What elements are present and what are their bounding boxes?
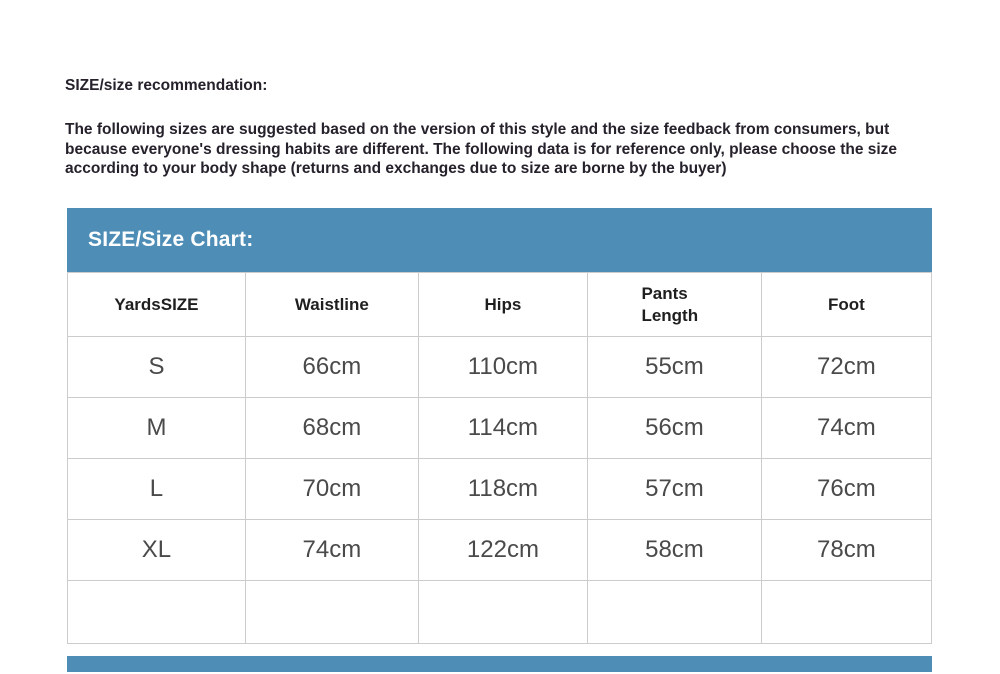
column-header-foot [761, 273, 931, 337]
table-row-m [68, 398, 932, 459]
size-chart-title-bar [67, 208, 932, 272]
header-row [68, 273, 932, 337]
empty-table-row [68, 581, 932, 644]
column-header-pants-length [588, 273, 762, 337]
size-label-cell: M [68, 398, 246, 459]
waistline-cell: 74cm [245, 520, 418, 581]
bottom-accent-bar [67, 656, 932, 672]
empty-cell [68, 581, 246, 644]
hips-cell: 114cm [418, 398, 587, 459]
column-header-pants-length-label: Pants Length [641, 284, 699, 325]
pants-length-cell: 58cm [588, 520, 762, 581]
column-header-waistline-label: Waistline [294, 294, 369, 314]
size-recommendation-paragraph: The following sizes are suggested based on the version of this style and the size feedback from consumers, but because everyone's dressing habits are different. The following data is for reference only, please choose the size according to your body shape (returns and exchanges due to size are borne by the buyer) [65, 121, 898, 177]
waistline-cell: 66cm [245, 337, 418, 398]
column-header-waistline [245, 273, 418, 337]
column-header-hips [418, 273, 587, 337]
size-recommendation-heading: SIZE/size recommendation: [65, 77, 268, 94]
size-label-cell: L [68, 459, 246, 520]
pants-length-cell: 57cm [588, 459, 762, 520]
waistline-cell: 68cm [245, 398, 418, 459]
empty-cell [418, 581, 587, 644]
foot-cell: 72cm [761, 337, 931, 398]
empty-cell [245, 581, 418, 644]
column-header-size [68, 273, 246, 337]
table-row-s [68, 337, 932, 398]
foot-cell: 78cm [761, 520, 931, 581]
foot-cell: 74cm [761, 398, 931, 459]
size-chart-table [67, 272, 932, 644]
waistline-cell: 70cm [245, 459, 418, 520]
hips-cell: 118cm [418, 459, 587, 520]
empty-cell [761, 581, 931, 644]
table-row-xl [68, 520, 932, 581]
column-header-hips-label: Hips [484, 294, 522, 314]
table-row-l [68, 459, 932, 520]
pants-length-cell: 56cm [588, 398, 762, 459]
hips-cell: 110cm [418, 337, 587, 398]
foot-cell: 76cm [761, 459, 931, 520]
column-header-size-label: YardsSIZE [114, 294, 199, 314]
size-label-cell: S [68, 337, 246, 398]
pants-length-cell: 55cm [588, 337, 762, 398]
column-header-foot-label: Foot [827, 294, 865, 314]
empty-cell [588, 581, 762, 644]
hips-cell: 122cm [418, 520, 587, 581]
size-label-cell: XL [68, 520, 246, 581]
size-chart-title: SIZE/Size Chart: [88, 228, 254, 251]
